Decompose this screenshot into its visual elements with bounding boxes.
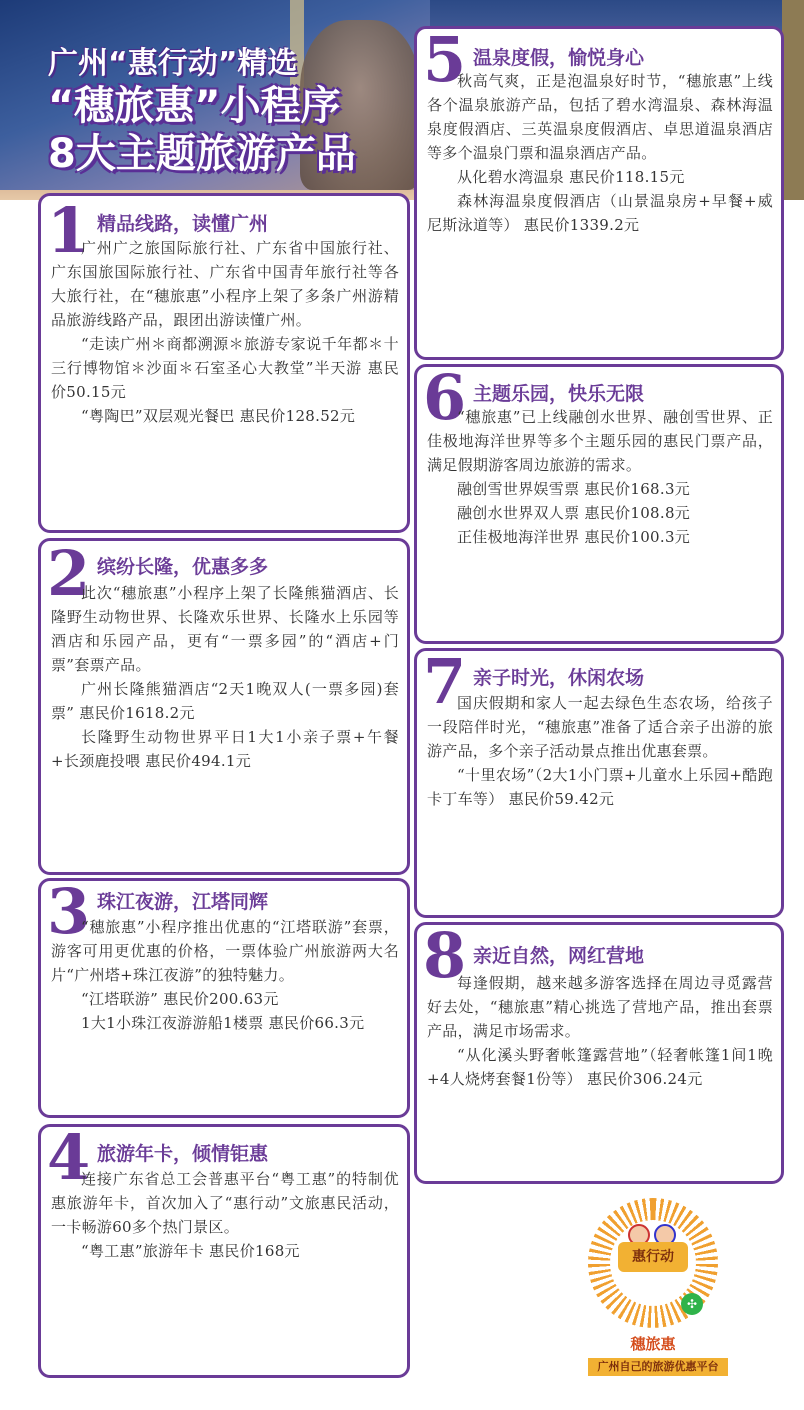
offer-item: “粤工惠”旅游年卡 惠民价168元 xyxy=(81,1242,300,1260)
section-number: 7 xyxy=(423,645,467,718)
page-title xyxy=(48,38,418,178)
title-line-1: 广州“惠行动”精选 xyxy=(48,46,298,81)
section-heading: 精品线路，读懂广州 xyxy=(97,213,269,235)
section-number: 8 xyxy=(423,919,467,992)
section-body xyxy=(427,405,773,549)
section-intro: 此次“穗旅惠”小程序上架了长隆熊猫酒店、长隆野生动物世界、长隆欢乐世界、长隆水上乐园等酒店和乐园产品，更有“一票多园”的“酒店+门票”套票产品。 xyxy=(51,584,399,674)
offer-item: 1大1小珠江夜游游船1楼票 惠民价66.3元 xyxy=(81,1014,365,1032)
section-heading: 亲子时光，休闲农场 xyxy=(473,667,645,689)
section-intro: 秋高气爽，正是泡温泉好时节，“穗旅惠”上线各个温泉旅游产品，包括了碧水湾温泉、森林海温泉度假酒店、三英温泉度假酒店、卓思道温泉酒店等多个温泉门票和温泉酒店产品。 xyxy=(427,72,773,162)
section-body xyxy=(427,971,773,1091)
offer-item: “江塔联游” 惠民价200.63元 xyxy=(81,990,279,1008)
section-intro: 每逢假期，越来越多游客选择在周边寻觅露营好去处，“穗旅惠”精心挑选了营地产品，推出套票产品，满足市场需求。 xyxy=(427,974,773,1040)
section-number: 2 xyxy=(47,537,91,610)
section-heading: 主题乐园，快乐无限 xyxy=(473,383,645,405)
offer-item: “从化溪头野奢帐篷露营地”（轻奢帐篷1间1晚+4人烧烤套餐1份等） 惠民价306.24元 xyxy=(427,1046,773,1088)
section-intro: “穗旅惠”已上线融创水世界、融创雪世界、正佳极地海洋世界等多个主题乐园的惠民门票产品，满足假期游客周边旅游的需求。 xyxy=(427,408,773,474)
section-intro: 国庆假期和家人一起去绿色生态农场，给孩子一段陪伴时光，“穗旅惠”准备了适合亲子出游的旅游产品，多个亲子活动景点推出优惠套票。 xyxy=(427,694,773,760)
hui-xing-dong-logo: 惠行动 xyxy=(618,1242,688,1272)
section-number: 4 xyxy=(47,1121,91,1194)
section-number: 5 xyxy=(423,23,467,96)
section-intro: “穗旅惠”小程序推出优惠的“江塔联游”套票，游客可用更优惠的价格，一票体验广州旅游两大名片“广州塔+珠江夜游”的独特魅力。 xyxy=(51,918,399,984)
offer-item: 长隆野生动物世界平日1大1小亲子票+午餐+长颈鹿投喂 惠民价494.1元 xyxy=(51,728,399,770)
section-card-4 xyxy=(38,1121,410,1378)
offer-item: 融创雪世界娱雪票 惠民价168.3元 xyxy=(457,480,691,498)
section-body xyxy=(427,691,773,811)
qr-app-name: 穗旅惠 xyxy=(630,1335,676,1353)
section-card-5 xyxy=(414,23,784,360)
mini-program-icon: ✣ xyxy=(681,1293,703,1315)
section-number: 6 xyxy=(423,361,467,434)
section-heading: 亲近自然，网红营地 xyxy=(473,945,645,967)
section-number: 3 xyxy=(47,875,91,948)
mini-program-qr-code[interactable] xyxy=(588,1198,718,1328)
section-heading: 温泉度假，愉悦身心 xyxy=(473,47,645,69)
offer-item: “粤陶巴”双层观光餐巴 惠民价128.52元 xyxy=(81,407,356,425)
offer-item: 广州长隆熊猫酒店“2天1晚双人(一票多园)套票” 惠民价1618.2元 xyxy=(51,680,399,722)
section-card-1 xyxy=(38,193,410,533)
offer-item: 正佳极地海洋世界 惠民价100.3元 xyxy=(457,528,691,546)
section-heading: 珠江夜游，江塔同辉 xyxy=(97,891,269,913)
section-body xyxy=(427,69,773,237)
section-heading: 旅游年卡，倾情钜惠 xyxy=(97,1143,269,1165)
section-intro: 广州广之旅国际旅行社、广东省中国旅行社、广东国旅国际旅行社、广东省中国青年旅行社等各大旅行社，在“穗旅惠”小程序上架了多条广州游精品旅游线路产品，跟团出游读懂广州。 xyxy=(51,239,399,329)
title-line-2: “穗旅惠”小程序 xyxy=(48,83,341,129)
section-card-8 xyxy=(414,919,784,1184)
offer-item: 森林海温泉度假酒店（山景温泉房+早餐+威尼斯泳道等） 惠民价1339.2元 xyxy=(427,192,773,234)
section-number: 1 xyxy=(47,194,91,267)
section-card-6 xyxy=(414,361,784,644)
offer-item: 从化碧水湾温泉 惠民价118.15元 xyxy=(457,168,685,186)
section-body xyxy=(51,915,399,1035)
offer-item: 融创水世界双人票 惠民价108.8元 xyxy=(457,504,691,522)
section-body xyxy=(51,236,399,428)
section-body xyxy=(51,581,399,773)
section-card-3 xyxy=(38,875,410,1118)
title-line-3: 8大主题旅游产品 xyxy=(48,131,356,177)
section-heading: 缤纷长隆，优惠多多 xyxy=(97,556,269,578)
offer-item: “十里农场”（2大1小门票+儿童水上乐园+酷跑卡丁车等） 惠民价59.42元 xyxy=(427,766,773,808)
qr-tagline: 广州自己的旅游优惠平台 xyxy=(588,1358,728,1376)
section-body xyxy=(51,1167,399,1263)
right-edge-photo xyxy=(782,0,804,200)
section-intro: 连接广东省总工会普惠平台“粤工惠”的特制优惠旅游年卡，首次加入了“惠行动”文旅惠民活动，一卡畅游60多个热门景区。 xyxy=(51,1170,399,1236)
offer-item: “走读广州＊商都溯源＊旅游专家说千年都＊十三行博物馆＊沙面＊石室圣心大教堂”半天游 惠民价50.15元 xyxy=(51,335,399,401)
section-card-2 xyxy=(38,538,410,875)
section-card-7 xyxy=(414,645,784,918)
